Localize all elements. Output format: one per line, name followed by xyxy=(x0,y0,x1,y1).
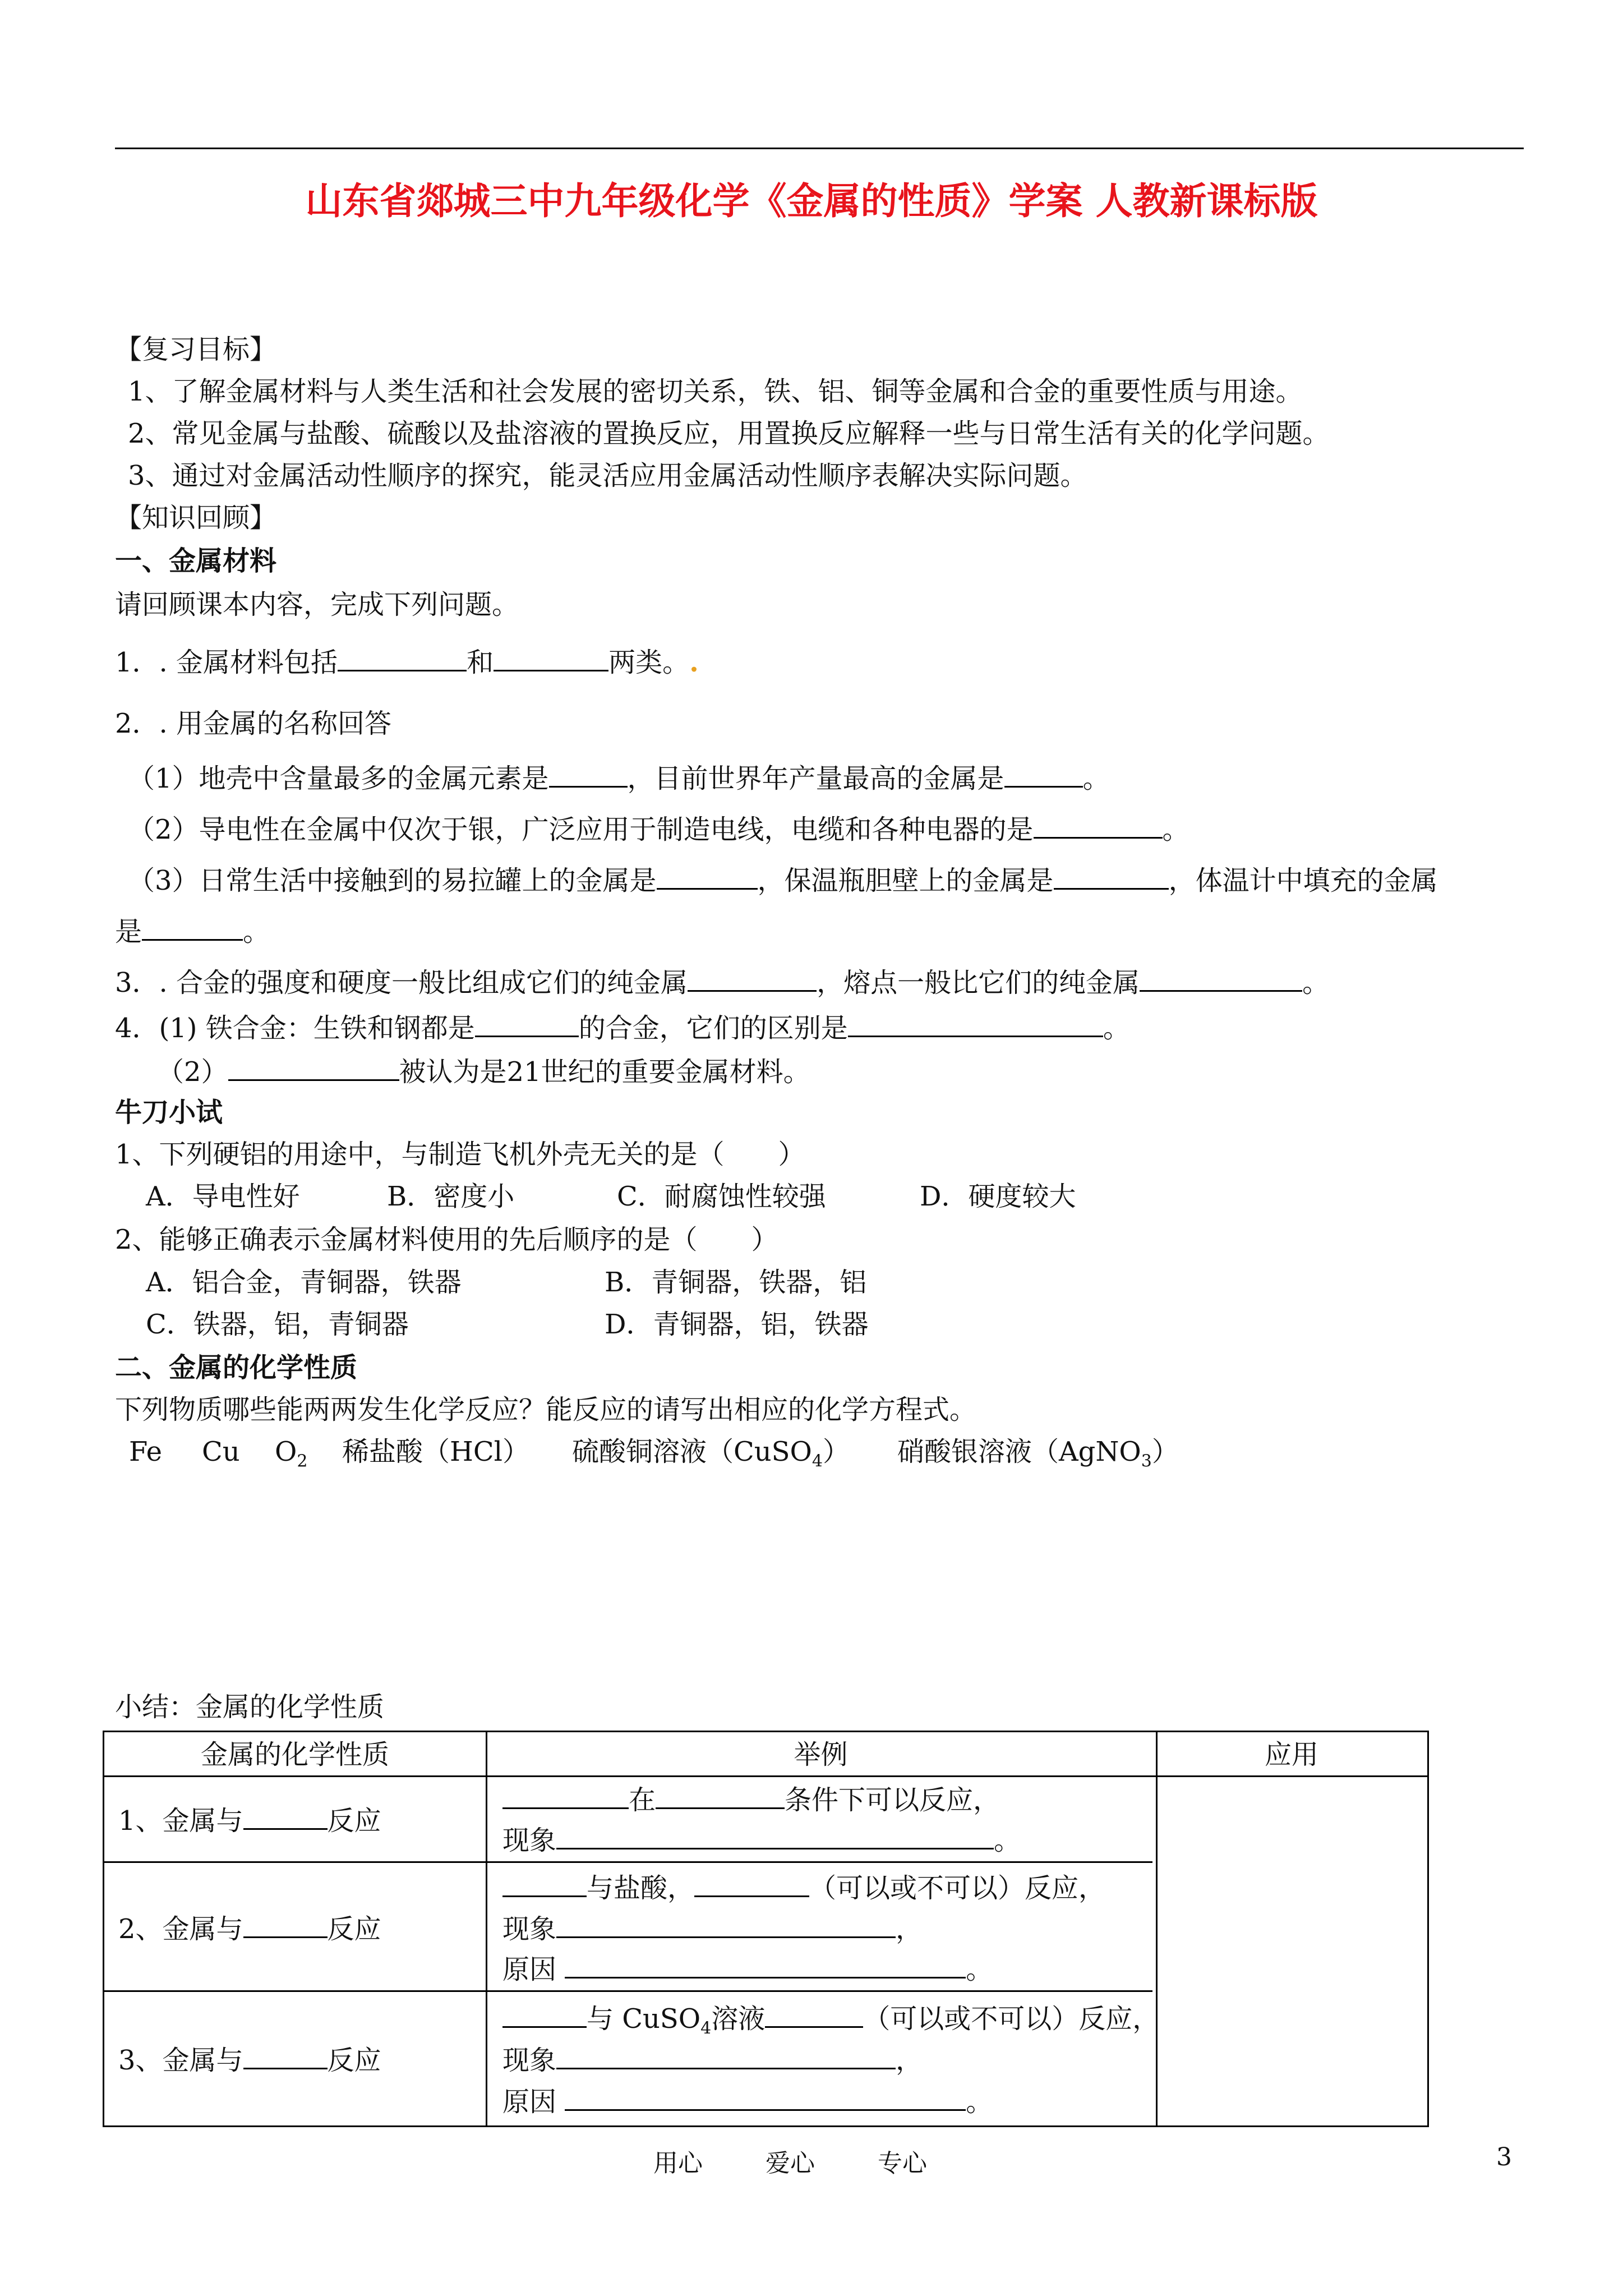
quiz-2-option-d[interactable]: D．青铜器，铝，铁器 xyxy=(605,1309,869,1340)
quiz-question-1: 1、下列硬铝的用途中，与制造飞机外壳无关的是（ ） xyxy=(115,1139,805,1170)
question-4-1: 4．(1) 铁合金：生铁和钢都是 的合金，它们的区别是 。 xyxy=(115,1010,1130,1044)
question-2-1: （1）地壳中含量最多的金属元素是 ，目前世界年产量最高的金属是 。 xyxy=(128,760,1110,794)
objectives-heading: 【复习目标】 xyxy=(115,334,277,365)
quiz-1-option-c[interactable]: C．耐腐蚀性较强 xyxy=(617,1181,826,1212)
question-1: 1．. 金属材料包括 和 两类。. xyxy=(115,644,699,678)
quiz-heading: 牛刀小试 xyxy=(115,1097,223,1128)
blank[interactable] xyxy=(848,1010,1103,1037)
blank[interactable] xyxy=(656,1782,785,1809)
substance-hcl: 稀盐酸（HCl） xyxy=(342,1436,529,1467)
blank[interactable] xyxy=(556,1911,896,1938)
blank[interactable] xyxy=(502,1782,629,1809)
row3-example-line1: 与 CuSO$_4$溶液 （可以或不可以）反应， xyxy=(502,2000,1159,2035)
question-2-2: （2）导电性在金属中仅次于银，广泛应用于制造电线，电缆和各种电器的是 。 xyxy=(128,811,1189,845)
row3-example-line3: 原因 。 xyxy=(502,2083,993,2118)
blank[interactable] xyxy=(494,644,608,671)
section1-heading: 一、金属材料 xyxy=(115,545,277,577)
blank[interactable] xyxy=(565,1951,966,1978)
summary-caption: 小结：金属的化学性质 xyxy=(115,1691,385,1723)
blank[interactable] xyxy=(338,644,467,671)
question-3: 3．. 合金的强度和硬度一般比组成它们的纯金属 ，熔点一般比它们的纯金属 。 xyxy=(115,964,1329,999)
question-2-3-cont: 是 。 xyxy=(115,913,270,947)
objective-2: 2、常见金属与盐酸、硫酸以及盐溶液的置换反应，用置换反应解释一些与日常生活有关的化学问题。 xyxy=(128,418,1330,449)
blank[interactable] xyxy=(243,1802,328,1830)
substance-o2: $O_2$ xyxy=(275,1436,308,1471)
blank[interactable] xyxy=(688,964,817,992)
quiz-2-option-b[interactable]: B．青铜器，铁器，铝 xyxy=(605,1267,867,1298)
row3-example-line2: 现象 ， xyxy=(502,2042,923,2076)
question-2-3: （3）日常生活中接触到的易拉罐上的金属是 ，保温瓶胆壁上的金属是 ，体温计中填充的金属 xyxy=(128,862,1438,896)
blank[interactable] xyxy=(549,760,628,788)
table-divider xyxy=(1156,1732,1158,2125)
quiz-2-option-c[interactable]: C．铁器，铝，青铜器 xyxy=(146,1309,409,1340)
question-4-2: （2） 被认为是21世纪的重要金属材料。 xyxy=(157,1053,810,1088)
quiz-2-option-a[interactable]: A．铝合金，青铜器，铁器 xyxy=(146,1267,462,1298)
summary-table xyxy=(103,1731,1429,2127)
question-2: 2．. 用金属的名称回答 xyxy=(115,708,392,739)
row2-example-line1: 与盐酸， （可以或不可以）反应， xyxy=(502,1870,1105,1904)
blank[interactable] xyxy=(502,2000,587,2028)
substance-fe: Fe xyxy=(129,1436,163,1467)
quiz-1-option-d[interactable]: D．硬度较大 xyxy=(920,1181,1076,1212)
blank[interactable] xyxy=(657,862,758,890)
section2-intro: 下列物质哪些能两两发生化学反应？能反应的请写出相应的化学方程式。 xyxy=(115,1394,977,1425)
objective-3: 3、通过对金属活动性顺序的探究，能灵活应用金属活动性顺序表解决实际问题。 xyxy=(128,460,1087,491)
row1-example-line2: 现象 。 xyxy=(502,1822,1021,1856)
blank[interactable] xyxy=(243,2042,328,2069)
substance-cu: Cu xyxy=(202,1436,240,1467)
blank[interactable] xyxy=(556,2042,896,2069)
table-divider xyxy=(104,1990,1152,1992)
blank[interactable] xyxy=(142,913,243,941)
row1-property: 1、金属与 反应 xyxy=(118,1802,381,1837)
blank[interactable] xyxy=(765,2000,863,2028)
blank[interactable] xyxy=(565,2083,966,2111)
row2-example-line2: 现象 ， xyxy=(502,1911,923,1945)
footer-item: 爱心 xyxy=(766,2149,815,2178)
section1-intro: 请回顾课本内容，完成下列问题。 xyxy=(115,589,519,620)
footer-item: 用心 xyxy=(653,2149,703,2178)
blank[interactable] xyxy=(1034,811,1163,839)
quiz-1-option-a[interactable]: A．导电性好 xyxy=(146,1181,300,1212)
footer-item: 专心 xyxy=(878,2149,927,2178)
substance-agno3: 硝酸银溶液（AgNO$_3$） xyxy=(897,1436,1179,1471)
table-header-property: 金属的化学性质 xyxy=(200,1739,389,1770)
quiz-question-2: 2、能够正确表示金属材料使用的先后顺序的是（ ） xyxy=(115,1224,778,1255)
blank[interactable] xyxy=(1054,862,1169,890)
blank[interactable] xyxy=(228,1053,399,1081)
page-title: 山东省郯城三中九年级化学《金属的性质》学案 人教新课标版 xyxy=(305,179,1318,223)
blank[interactable] xyxy=(694,1870,809,1897)
mark-dot: . xyxy=(689,647,699,678)
table-divider xyxy=(486,1732,487,2125)
blank[interactable] xyxy=(502,1870,587,1897)
row1-example-line1: 在 条件下可以反应， xyxy=(502,1782,1000,1816)
review-heading: 【知识回顾】 xyxy=(115,502,277,533)
table-header-application: 应用 xyxy=(1264,1739,1318,1770)
row2-example-line3: 原因 。 xyxy=(502,1951,993,1985)
objective-1: 1、了解金属材料与人类生活和社会发展的密切关系，铁、铝、铜等金属和合金的重要性质与用途。 xyxy=(128,376,1303,407)
blank[interactable] xyxy=(243,1911,328,1938)
table-divider xyxy=(104,1775,1427,1777)
row2-property: 2、金属与 反应 xyxy=(118,1911,381,1945)
blank[interactable] xyxy=(556,1822,994,1849)
quiz-1-option-b[interactable]: B．密度小 xyxy=(387,1181,515,1212)
blank[interactable] xyxy=(1004,760,1083,788)
page-number: 3 xyxy=(1496,2143,1512,2171)
blank[interactable] xyxy=(1140,964,1302,992)
row3-property: 3、金属与 反应 xyxy=(118,2042,381,2076)
table-header-example: 举例 xyxy=(794,1739,848,1770)
table-divider xyxy=(104,1861,1152,1863)
section2-heading: 二、金属的化学性质 xyxy=(115,1352,358,1383)
blank[interactable] xyxy=(475,1010,579,1037)
substance-cuso4: 硫酸铜溶液（CuSO$_4$） xyxy=(572,1436,850,1471)
header-rule xyxy=(115,148,1524,149)
